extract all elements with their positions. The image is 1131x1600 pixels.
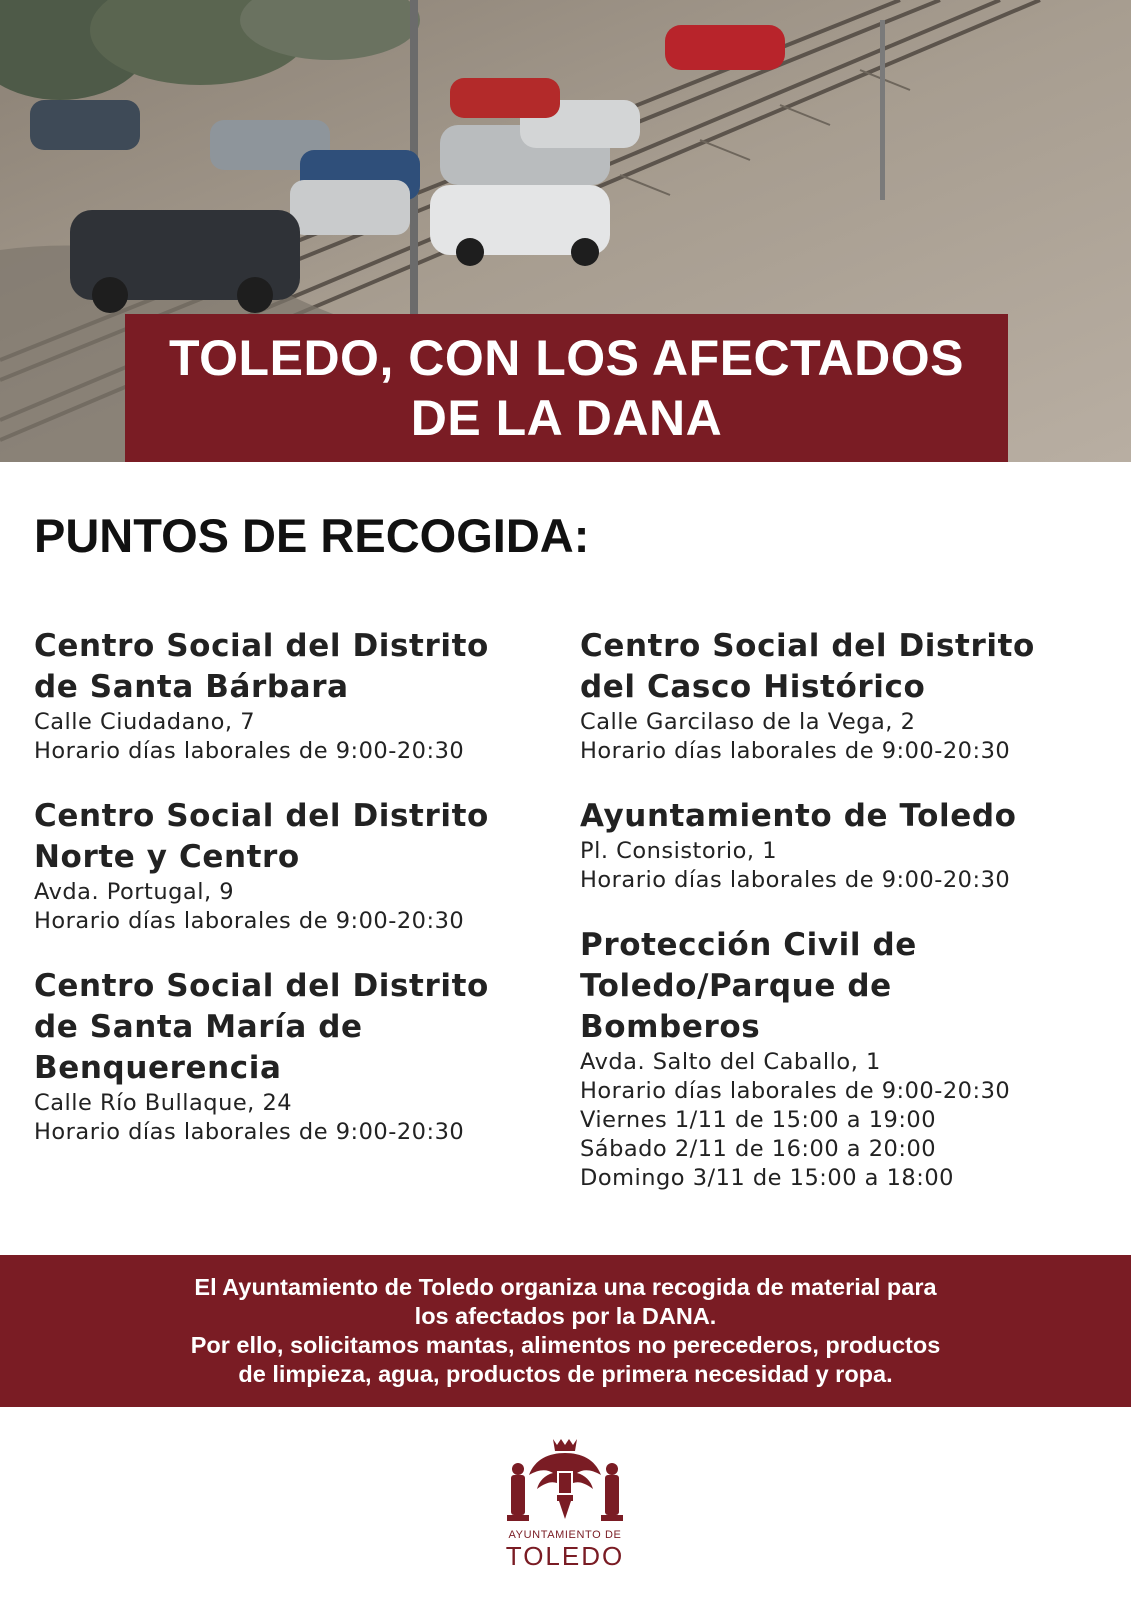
collection-point-santa-maria-benquerencia	[34, 966, 574, 1147]
point-address: Avda. Portugal, 9	[34, 879, 235, 905]
hero-photo	[0, 0, 1131, 462]
title-banner	[125, 314, 1008, 462]
info-line-1: El Ayuntamiento de Toledo organiza una recogida de material para	[194, 1274, 937, 1300]
title-line-1: TOLEDO, CON LOS AFECTADOS	[169, 330, 964, 386]
point-name: Ayuntamiento de Toledo	[580, 798, 1017, 834]
point-hours: Horario días laborales de 9:00-20:30	[34, 738, 465, 764]
point-name: Centro Social del Distrito	[34, 968, 489, 1004]
point-hours-friday: Viernes 1/11 de 15:00 a 19:00	[580, 1107, 937, 1133]
collection-point-proteccion-civil	[580, 925, 1120, 1193]
info-line-4: de limpieza, agua, productos de primera necesidad y ropa.	[238, 1361, 893, 1387]
point-name: Benquerencia	[34, 1050, 282, 1086]
info-line-2: los afectados por la DANA.	[414, 1303, 717, 1329]
collection-points-right	[580, 626, 1120, 1223]
info-line-3: Por ello, solicitamos mantas, alimentos no perecederos, productos	[190, 1332, 941, 1358]
point-name: Bomberos	[580, 1009, 761, 1045]
collection-point-casco-historico	[580, 626, 1120, 766]
point-address: Avda. Salto del Caballo, 1	[580, 1049, 881, 1075]
collection-point-ayuntamiento	[580, 796, 1120, 895]
collection-point-santa-barbara	[34, 626, 574, 766]
collection-points-left	[34, 626, 574, 1177]
point-name: Norte y Centro	[34, 839, 300, 875]
point-address: Calle Río Bullaque, 24	[34, 1090, 293, 1116]
point-name: Centro Social del Distrito	[34, 628, 489, 664]
point-address: Calle Garcilaso de la Vega, 2	[580, 709, 916, 735]
logo-big-text: TOLEDO	[505, 1541, 625, 1571]
point-address: Calle Ciudadano, 7	[34, 709, 256, 735]
collection-point-norte-centro	[34, 796, 574, 936]
point-name: Toledo/Parque de	[580, 968, 892, 1004]
title-line-2: DE LA DANA	[410, 390, 723, 446]
point-hours: Horario días laborales de 9:00-20:30	[580, 1078, 1011, 1104]
point-name: del Casco Histórico	[580, 669, 926, 705]
point-hours-sunday: Domingo 3/11 de 15:00 a 18:00	[580, 1165, 954, 1191]
point-hours-saturday: Sábado 2/11 de 16:00 a 20:00	[580, 1136, 937, 1162]
point-name: de Santa Bárbara	[34, 669, 349, 705]
point-name: Protección Civil de	[580, 927, 917, 963]
toledo-coat-of-arms-icon	[505, 1435, 625, 1525]
point-name: de Santa María de	[34, 1009, 363, 1045]
toledo-logo	[500, 1435, 630, 1585]
point-name: Centro Social del Distrito	[34, 798, 489, 834]
point-hours: Horario días laborales de 9:00-20:30	[34, 1119, 465, 1145]
section-title: PUNTOS DE RECOGIDA:	[34, 509, 590, 562]
point-address: Pl. Consistorio, 1	[580, 838, 778, 864]
info-banner	[0, 1255, 1131, 1407]
point-hours: Horario días laborales de 9:00-20:30	[34, 908, 465, 934]
point-hours: Horario días laborales de 9:00-20:30	[580, 738, 1011, 764]
point-name: Centro Social del Distrito	[580, 628, 1035, 664]
point-hours: Horario días laborales de 9:00-20:30	[580, 867, 1011, 893]
logo-small-text: AYUNTAMIENTO DE	[508, 1529, 622, 1541]
